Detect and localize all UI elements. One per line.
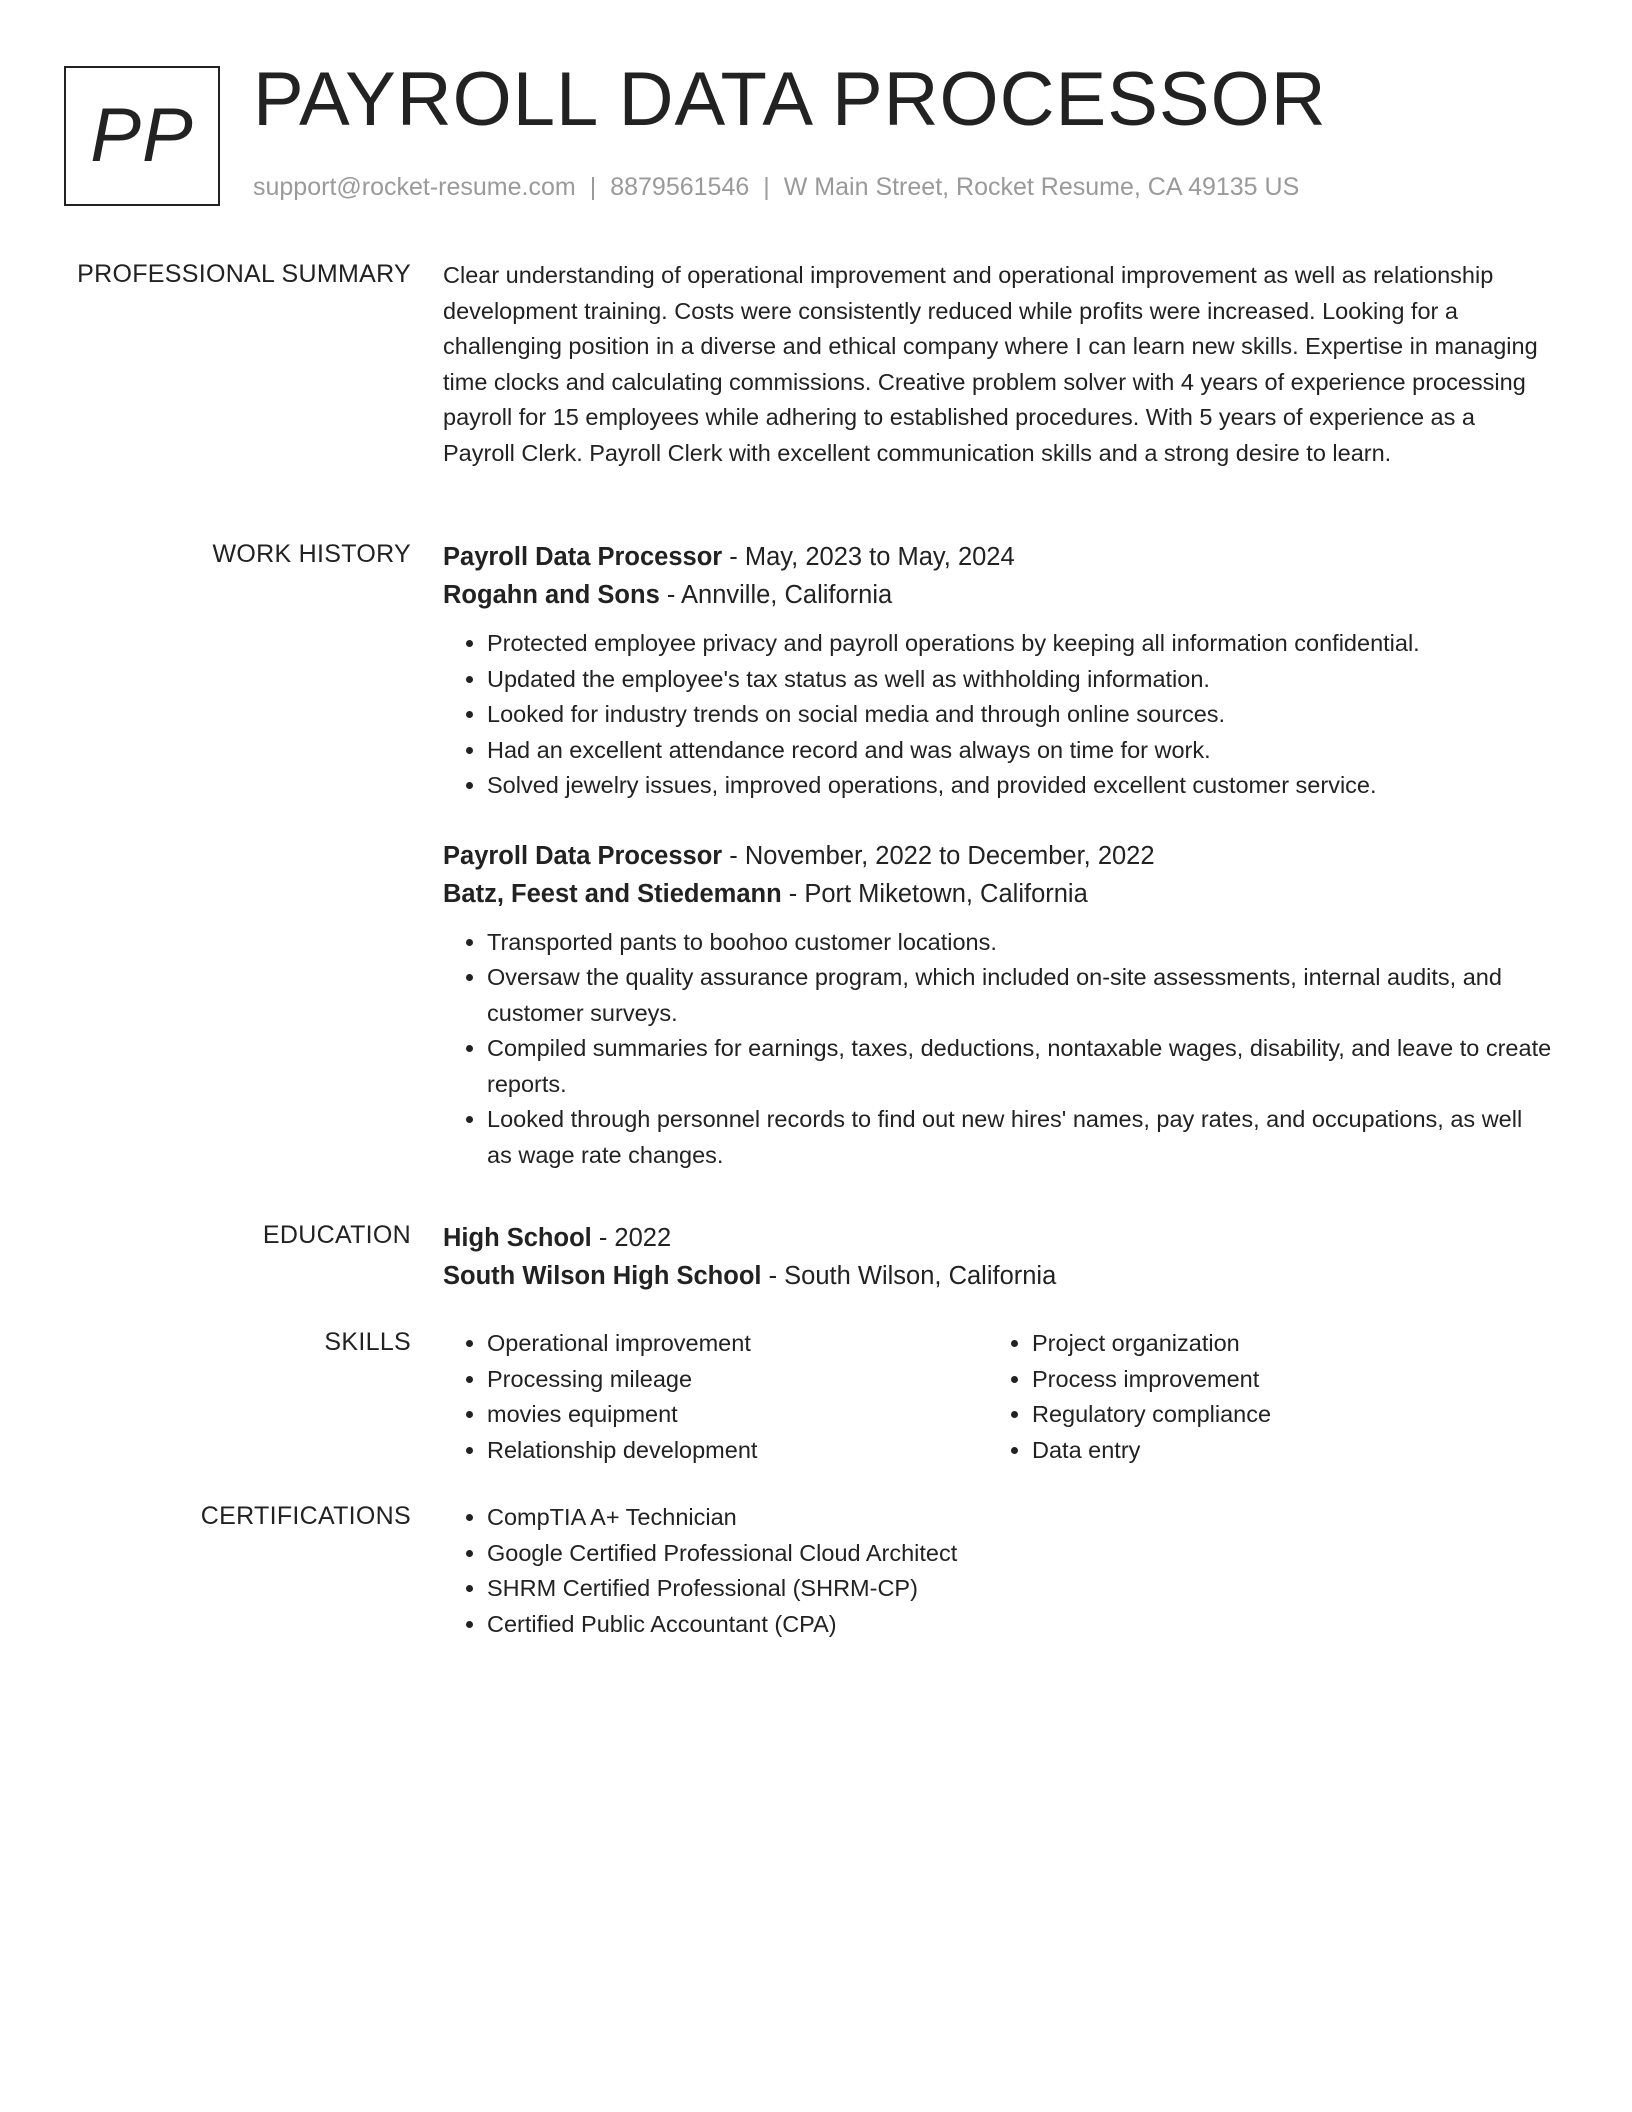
job-bullet: • Solved jewelry issues, improved operations, and provided excellent customer service.	[487, 768, 1553, 804]
job-bullet: • Protected employee privacy and payroll operations by keeping all information confidential.	[487, 626, 1553, 662]
job-bullet: • Looked for industry trends on social media and through online sources.	[487, 697, 1553, 733]
job-company: Batz, Feest and Stiedemann	[443, 879, 782, 908]
skills-heading: SKILLS	[324, 1328, 411, 1356]
skill-item: • Data entry	[1032, 1433, 1533, 1469]
work-history-body	[443, 538, 1553, 1173]
skill-item: • Processing mileage	[487, 1362, 988, 1398]
skills-column-1	[443, 1326, 988, 1468]
education-school: South Wilson High School	[443, 1262, 762, 1290]
skills-column-2	[988, 1326, 1533, 1468]
skill-item: • Project organization	[1032, 1326, 1533, 1362]
job-bullet: • Updated the employee's tax status as well as withholding information.	[487, 662, 1553, 698]
education-year: - 2022	[591, 1224, 672, 1252]
skills-list	[443, 1326, 988, 1468]
candidate-name: PAYROLL DATA PROCESSOR	[253, 57, 1327, 142]
education-school-line	[443, 1257, 1553, 1295]
skill-item: • movies equipment	[487, 1397, 988, 1433]
certification-item: • Certified Public Accountant (CPA)	[487, 1607, 1553, 1643]
skills-list	[988, 1326, 1533, 1468]
monogram-initials: PP	[90, 93, 194, 178]
contact-separator: |	[589, 173, 597, 201]
contact-line	[253, 172, 1299, 202]
certification-item: • SHRM Certified Professional (SHRM-CP)	[487, 1571, 1553, 1607]
contact-email: support@rocket-resume.com	[253, 173, 576, 201]
job-title: Payroll Data Processor	[443, 841, 723, 870]
job-title-line	[443, 837, 1553, 875]
job-dates: - May, 2023 to May, 2024	[722, 543, 1015, 571]
education-degree-line	[443, 1219, 1553, 1257]
skill-item: • Process improvement	[1032, 1362, 1533, 1398]
job-title-line	[443, 538, 1553, 576]
job-bullet: • Compiled summaries for earnings, taxes, deductions, nontaxable wages, disability, and leave to create reports.	[487, 1031, 1553, 1102]
job-bullet: • Transported pants to boohoo customer locations.	[487, 925, 1553, 961]
certifications-heading: CERTIFICATIONS	[200, 1502, 411, 1530]
job-location: - Port Miketown, California	[781, 879, 1088, 908]
skill-item: • Relationship development	[487, 1433, 988, 1469]
certifications-list	[443, 1500, 1553, 1642]
contact-phone: 8879561546	[610, 173, 750, 201]
job-title: Payroll Data Processor	[443, 543, 723, 571]
job-dates: - November, 2022 to December, 2022	[722, 841, 1155, 870]
certification-item: • Google Certified Professional Cloud Architect	[487, 1536, 1553, 1572]
job-company: Rogahn and Sons	[443, 581, 660, 609]
job-bullet: • Looked through personnel records to find out new hires' names, pay rates, and occupations, as well as wage rate changes.	[487, 1102, 1553, 1173]
monogram-box	[64, 66, 220, 206]
job-entry	[443, 538, 1553, 804]
education-body	[443, 1219, 1553, 1295]
summary-body	[443, 258, 1553, 471]
job-location: - Annville, California	[659, 581, 893, 609]
summary-heading: PROFESSIONAL SUMMARY	[77, 260, 411, 288]
skills-body	[443, 1326, 1553, 1468]
summary-text: Clear understanding of operational improvement and operational improvement as well as relationship development training. Costs were consistently reduced while profits were increased. Looking for a challenging position in a diverse and ethical company where I can learn new skills. Expertise in managing time clocks and calculating commissions. Creative problem solver with 4 years of experience processing payroll for 15 employees while adhering to established procedures. With 5 years of experience as a Payroll Clerk. Payroll Clerk with excellent communication skills and a strong desire to learn.	[443, 262, 1538, 466]
education-location: - South Wilson, California	[761, 1262, 1057, 1290]
contact-address: W Main Street, Rocket Resume, CA 49135 US	[783, 173, 1300, 201]
job-bullet: • Had an excellent attendance record and was always on time for work.	[487, 733, 1553, 769]
work-history-heading: WORK HISTORY	[212, 540, 411, 568]
certification-item: • CompTIA A+ Technician	[487, 1500, 1553, 1536]
skill-item: • Regulatory compliance	[1032, 1397, 1533, 1433]
job-bullets	[443, 925, 1553, 1174]
contact-separator: |	[763, 173, 770, 201]
skill-item: • Operational improvement	[487, 1326, 988, 1362]
job-bullet: • Oversaw the quality assurance program, which included on-site assessments, internal audits, and customer surveys.	[487, 960, 1553, 1031]
education-degree: High School	[443, 1224, 592, 1252]
job-bullets	[443, 626, 1553, 804]
certifications-body	[443, 1500, 1553, 1642]
education-heading: EDUCATION	[262, 1221, 411, 1249]
job-company-line	[443, 576, 1553, 614]
job-entry	[443, 837, 1553, 1174]
skills-grid	[443, 1326, 1553, 1468]
job-company-line	[443, 875, 1553, 913]
